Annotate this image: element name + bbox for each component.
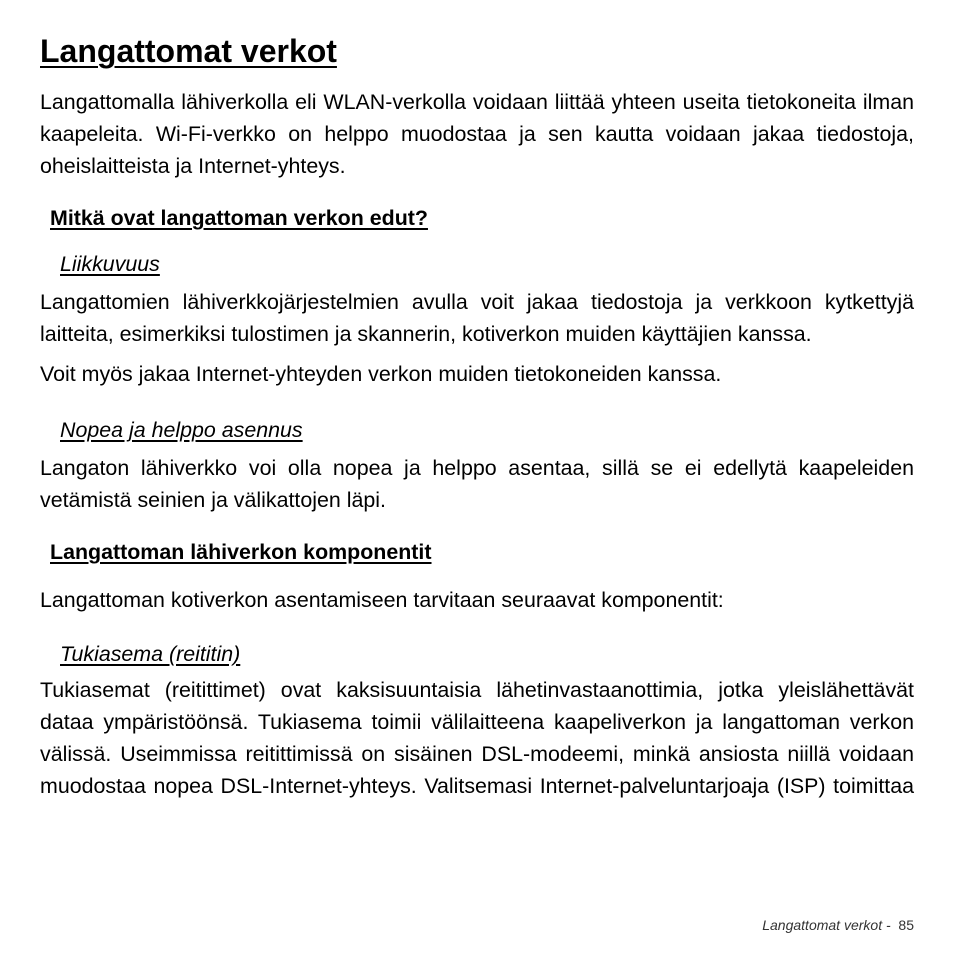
- access-point-paragraph: Tukiasemat (reitittimet) ovat kaksisuuntaisia lähetinvastaanottimia, jotka yleislähettävät dataa ympäristöönsä. Tukiasema toimii välilaitteena kaapeliverkon ja langattoman verkon välissä. Useimmissa reitittimissä on sisäinen DSL-modeemi, minkä ansiosta niillä voidaan muodostaa nopea DSL-Internet-yhteys. Valitsemasi Internet-palveluntarjoaja (ISP) toimittaa: [40, 678, 914, 798]
- mobility-paragraph-2: Voit myös jakaa Internet-yhteyden verkon muiden tietokoneiden kanssa.: [40, 362, 722, 386]
- subheading-easy-install: Nopea ja helppo asennus: [60, 418, 303, 442]
- intro-paragraph: Langattomalla lähiverkolla eli WLAN-verkolla voidaan liittää yhteen useita tietokoneita ilman kaapeleita. Wi-Fi-verkko on helppo muodostaa ja sen kautta voidaan jakaa tiedostoja, oheislaitteista ja Internet-yhteys.: [40, 90, 914, 178]
- components-paragraph: Langattoman kotiverkon asentamiseen tarvitaan seuraavat komponentit:: [40, 588, 724, 612]
- section-heading-components: Langattoman lähiverkon komponentit: [50, 540, 432, 564]
- page-title: Langattomat verkot: [40, 33, 337, 69]
- footer-label: Langattomat verkot -: [762, 917, 891, 933]
- easy-install-paragraph: Langaton lähiverkko voi olla nopea ja helppo asentaa, sillä se ei edellytä kaapeleiden vetämistä seinien ja välikattojen läpi.: [40, 456, 914, 512]
- page-number: 85: [898, 917, 914, 933]
- subheading-mobility: Liikkuvuus: [60, 252, 160, 276]
- subheading-access-point: Tukiasema (reititin): [60, 642, 241, 666]
- section-heading-benefits: Mitkä ovat langattoman verkon edut?: [50, 206, 428, 230]
- mobility-paragraph-1: Langattomien lähiverkkojärjestelmien avulla voit jakaa tiedostoja ja verkkoon kytkettyjä laitteita, esimerkiksi tulostimen ja skannerin, kotiverkon muiden käyttäjien kanssa.: [40, 290, 914, 346]
- page-footer: [762, 917, 914, 933]
- document-page: [40, 30, 914, 802]
